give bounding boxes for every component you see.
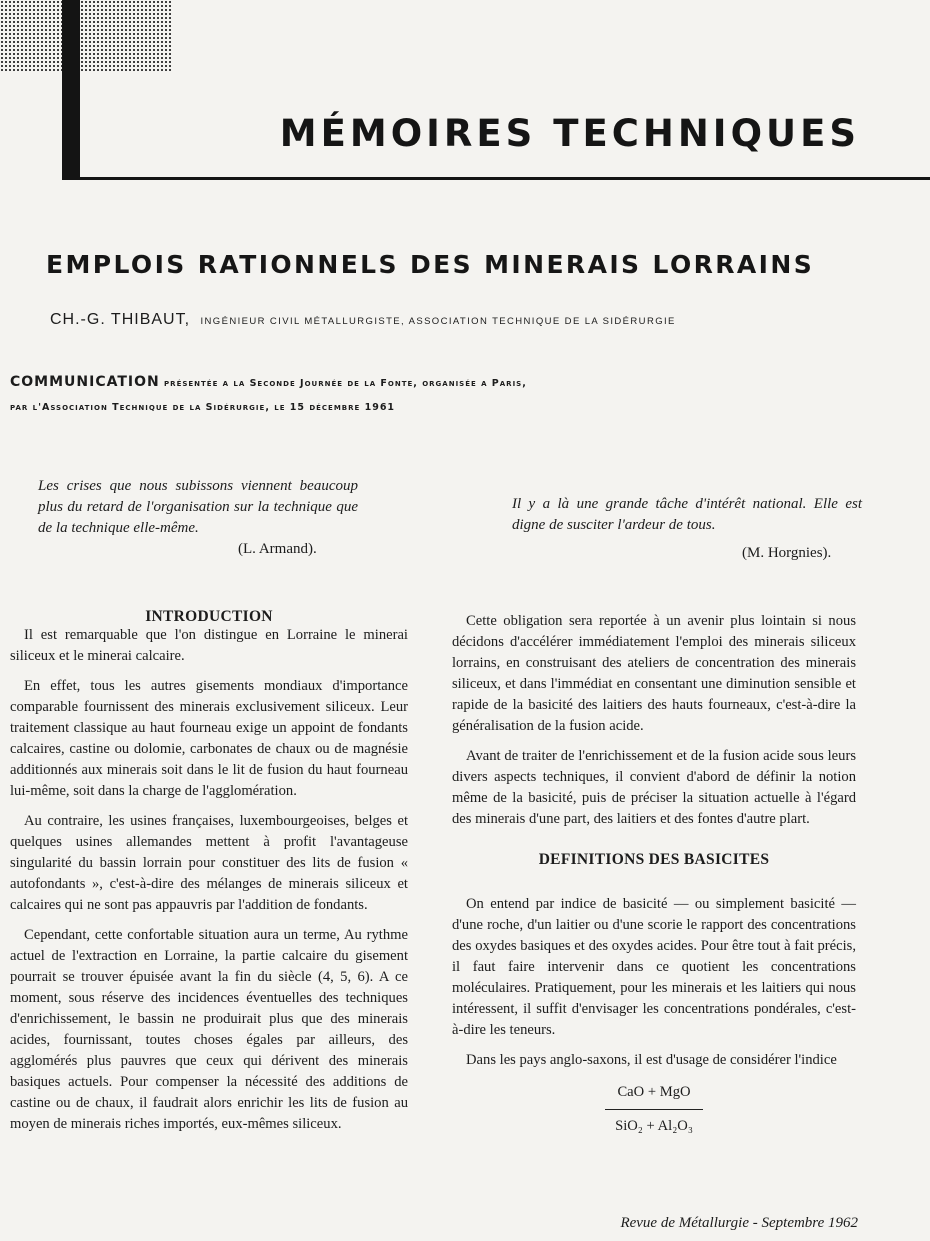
paragraph: Cette obligation sera reportée à un avenir plus lointain si nous décidons d'accélérer immédiatement l'emploi des minerais siliceux lorrains, en construisant des ateliers de concentration des minerais siliceux, et dans l'immédiat en consentant une diminution sensible et rapide de la basicité des laitiers des hauts fourneaux, c'est-à-dire la généralisation de la fusion acide. (452, 613, 856, 734)
epigraph-left: Les crises que nous subissons viennent beaucoup plus du retard de l'organisation sur la technique que de la technique elle-même. (38, 478, 358, 536)
paragraph: Dans les pays anglo-saxons, il est d'usage de considérer l'indice (466, 1052, 837, 1068)
communication-line-1 (10, 374, 910, 390)
formula-denominator: SiO₂ + Al₂O₃ (615, 1118, 693, 1134)
author-line (50, 311, 676, 329)
author-name: CH.-G. THIBAUT, (50, 311, 191, 328)
epigraph-right: Il y a là une grande tâche d'intérêt national. Elle est digne de susciter l'ardeur de tous. (512, 496, 862, 533)
paragraph: Il est remarquable que l'on distingue en Lorraine le minerai siliceux et le minerai calcaire. (10, 627, 408, 664)
right-column (452, 611, 856, 1137)
left-column (10, 625, 408, 1144)
epigraph-left-author: (L. Armand). (238, 541, 317, 557)
fraction-bar (605, 1109, 703, 1110)
basicity-formula (452, 1080, 856, 1137)
section-title: MÉMOIRES TECHNIQUES (279, 112, 860, 155)
header-rule (62, 177, 930, 180)
formula-numerator: CaO + MgO (617, 1084, 691, 1100)
paragraph: Cependant, cette confortable situation aura un terme, Au rythme actuel de l'extraction en Lorraine, la partie calcaire du gisement pourrait se trouver épuisée avant la fin du siècle (4, 5, 6). A ce moment, sous réserve des incidences éventuelles des techniques d'enrichissement, le bassin ne produirait plus que des minerais acides, fournissant, toutes choses égales par ailleurs, des agglomérés plus pauvres que ceux qui dérivent des minerais basiques actuels. Pour compenser la nécessité des additions de castine ou de chaux, il faudrait alors enrichir les lits de fusion au moyen de minerais riches importés, eux-mêmes siliceux. (10, 927, 408, 1132)
paragraph: Avant de traiter de l'enrichissement et de la fusion acide sous leurs divers aspects techniques, il convient d'abord de définir la notion même de la basicité, puis de préciser la situation actuelle à l'égard des minerais d'une part, des laitiers et des fontes d'autre plart. (452, 748, 856, 827)
author-affiliation: INGÉNIEUR CIVIL MÉTALLURGISTE, ASSOCIATION TECHNIQUE DE LA SIDÉRURGIE (200, 316, 676, 327)
halftone-pattern (0, 0, 172, 72)
paragraph: Au contraire, les usines françaises, luxembourgeoises, belges et quelques usines allemandes mettent à profit l'avantageuse singularité du bassin lorrain pour constituer des lits de fusion « autofondants », c'est-à-dire des mélanges de minerais siliceux et calcaires qui ne sont pas appauvris par l'addition de fondants. (10, 813, 408, 913)
communication-text-2: par l'Association Technique de la Sidérurgie, le 15 décembre 1961 (10, 402, 396, 413)
paragraph: En effet, tous les autres gisements mondiaux d'importance comparable fournissent des minerais exclusivement siliceux. Leur traitement classique au haut fourneau exige un appoint de fondants calcaires, castine ou dolomie, carbonates de chaux ou de magnésie additionnés aux minerais soit dans le lit de fusion du haut fourneau lui-même, soit dans la charge de l'agglomération. (10, 678, 408, 799)
communication-text-1: présentée a la Seconde Journée de la Fonte, organisée a Paris, (164, 378, 527, 389)
header-black-bar (62, 0, 80, 180)
epigraph-right-author: (M. Horgnies). (742, 545, 832, 561)
article-title: EMPLOIS RATIONNELS DES MINERAIS LORRAINS (46, 250, 815, 279)
paragraph: On entend par indice de basicité — ou simplement basicité — d'une roche, d'un laitier ou d'une scorie le rapport des concentrations des oxydes basiques et des oxydes acides. Pour être tout à fait précis, il faut faire intervenir dans ce quotient les concentrations moléculaires. Pratiquement, pour les minerais et les laitiers qui nous intéressent, il suffit d'envisager les concentrations pondérales, c'est-à-dire les teneurs. (452, 896, 856, 1038)
introduction-heading: INTRODUCTION (145, 608, 273, 625)
communication-line-2 (10, 402, 910, 413)
journal-footer: Revue de Métallurgie - Septembre 1962 (620, 1215, 858, 1231)
definitions-heading: DEFINITIONS DES BASICITES (538, 851, 770, 868)
communication-lead: COMMUNICATION (10, 374, 160, 390)
